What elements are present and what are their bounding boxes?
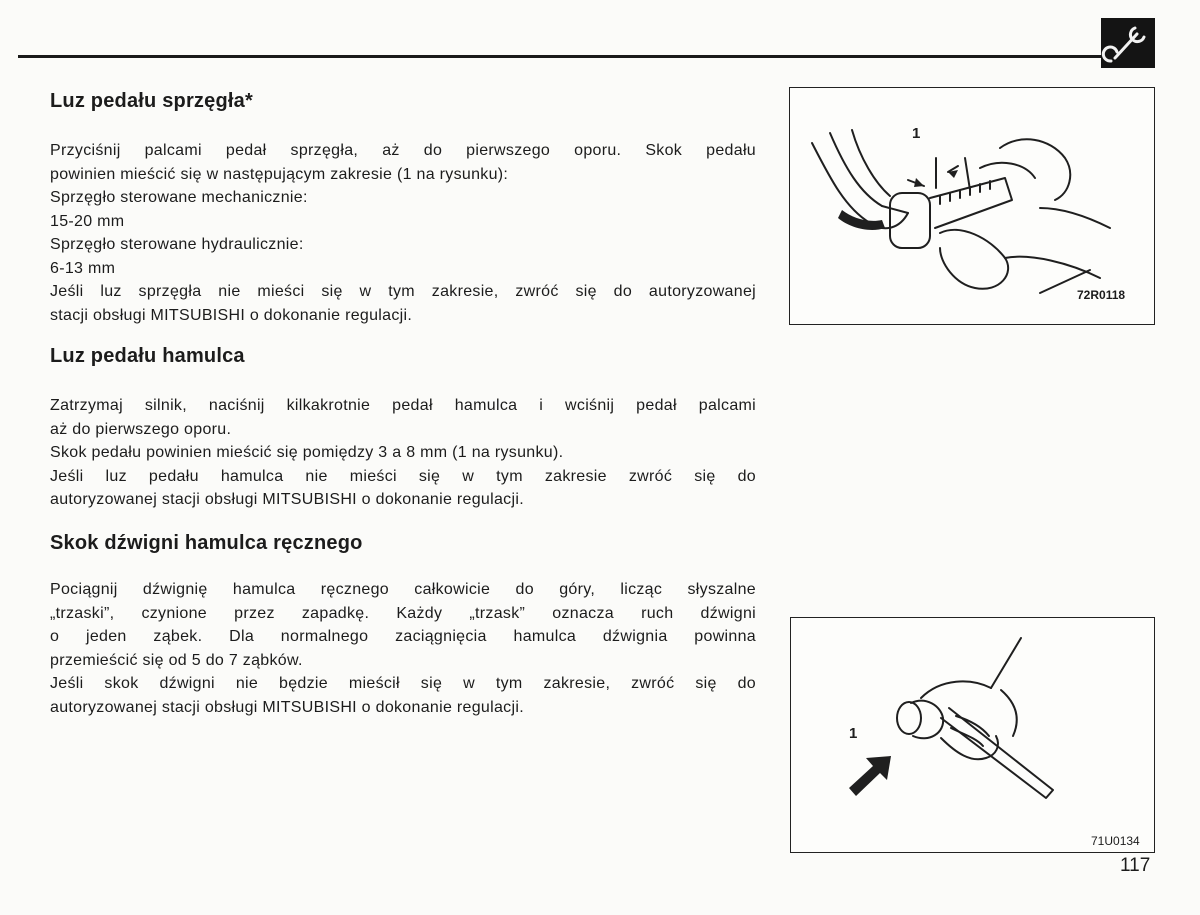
text-line: aż do pierwszego oporu. bbox=[50, 420, 232, 438]
text-line: autoryzowanej stacji obsługi MITSUBISHI o dokonanie regulacji. bbox=[50, 491, 524, 508]
text-line: powinien mieścić się w następującym zakresie (1 na rysunku): bbox=[50, 165, 509, 183]
heading-clutch-pedal-play: Luz pedału sprzęgła* bbox=[50, 90, 253, 112]
heading-brake-pedal-play: Luz pedału hamulca bbox=[50, 345, 245, 367]
text-line: Sprzęgło sterowane mechanicznie: bbox=[50, 189, 308, 206]
text-line: 6-13 mm bbox=[50, 259, 116, 277]
paragraph-clutch bbox=[50, 139, 756, 327]
figure-callout-label: 1 bbox=[912, 125, 921, 142]
text-line: o jeden ząbek. Dla normalnego zaciągnięcia hamulca dźwignia powinna bbox=[50, 628, 756, 645]
text-line: przemieścić się od 5 do 7 ząbków. bbox=[50, 651, 303, 669]
text-line: Jeśli luz sprzęgła nie mieści się w tym zakresie, zwróć się do autoryzowanej bbox=[50, 283, 756, 300]
paragraph-brake bbox=[50, 394, 756, 512]
figure-callout-label: 1 bbox=[849, 725, 858, 742]
header-rule bbox=[18, 55, 1103, 58]
text-line: Przyciśnij palcami pedał sprzęgła, aż do pierwszego oporu. Skok pedału bbox=[50, 142, 756, 159]
text-line: Jeśli skok dźwigni nie będzie mieścił się w tym zakresie, zwróć się do bbox=[50, 675, 756, 692]
text-line: 15-20 mm bbox=[50, 212, 125, 230]
text-line: Pociągnij dźwignię hamulca ręcznego całkowicie do góry, licząc słyszalne bbox=[50, 581, 756, 598]
text-line: stacji obsługi MITSUBISHI o dokonanie regulacji. bbox=[50, 306, 413, 324]
paragraph-handbrake bbox=[50, 578, 756, 719]
text-line: „trzaski”, czynione przez zapadkę. Każdy „trzask” oznacza ruch dźwigni bbox=[50, 604, 756, 622]
figure-handbrake-lever bbox=[790, 617, 1155, 853]
figure-code: 71U0134 bbox=[1091, 834, 1140, 848]
page-number: 117 bbox=[1120, 855, 1151, 876]
figure-code: 72R0118 bbox=[1077, 288, 1126, 302]
wrench-icon bbox=[1101, 18, 1155, 68]
figure-clutch-pedal bbox=[789, 87, 1155, 325]
text-line: Zatrzymaj silnik, naciśnij kilkakrotnie pedał hamulca i wciśnij pedał palcami bbox=[50, 397, 756, 414]
heading-handbrake-lever-travel: Skok dźwigni hamulca ręcznego bbox=[50, 532, 363, 554]
handbrake-lever-illustration bbox=[791, 618, 1153, 851]
text-line: Skok pedału powinien mieścić się pomiędzy 3 a 8 mm (1 na rysunku). bbox=[50, 444, 564, 461]
text-line: Jeśli luz pedału hamulca nie mieści się w tym zakresie zwróć się do bbox=[50, 467, 756, 485]
text-line: autoryzowanej stacji obsługi MITSUBISHI o dokonanie regulacji. bbox=[50, 698, 524, 716]
text-line: Sprzęgło sterowane hydraulicznie: bbox=[50, 236, 304, 253]
